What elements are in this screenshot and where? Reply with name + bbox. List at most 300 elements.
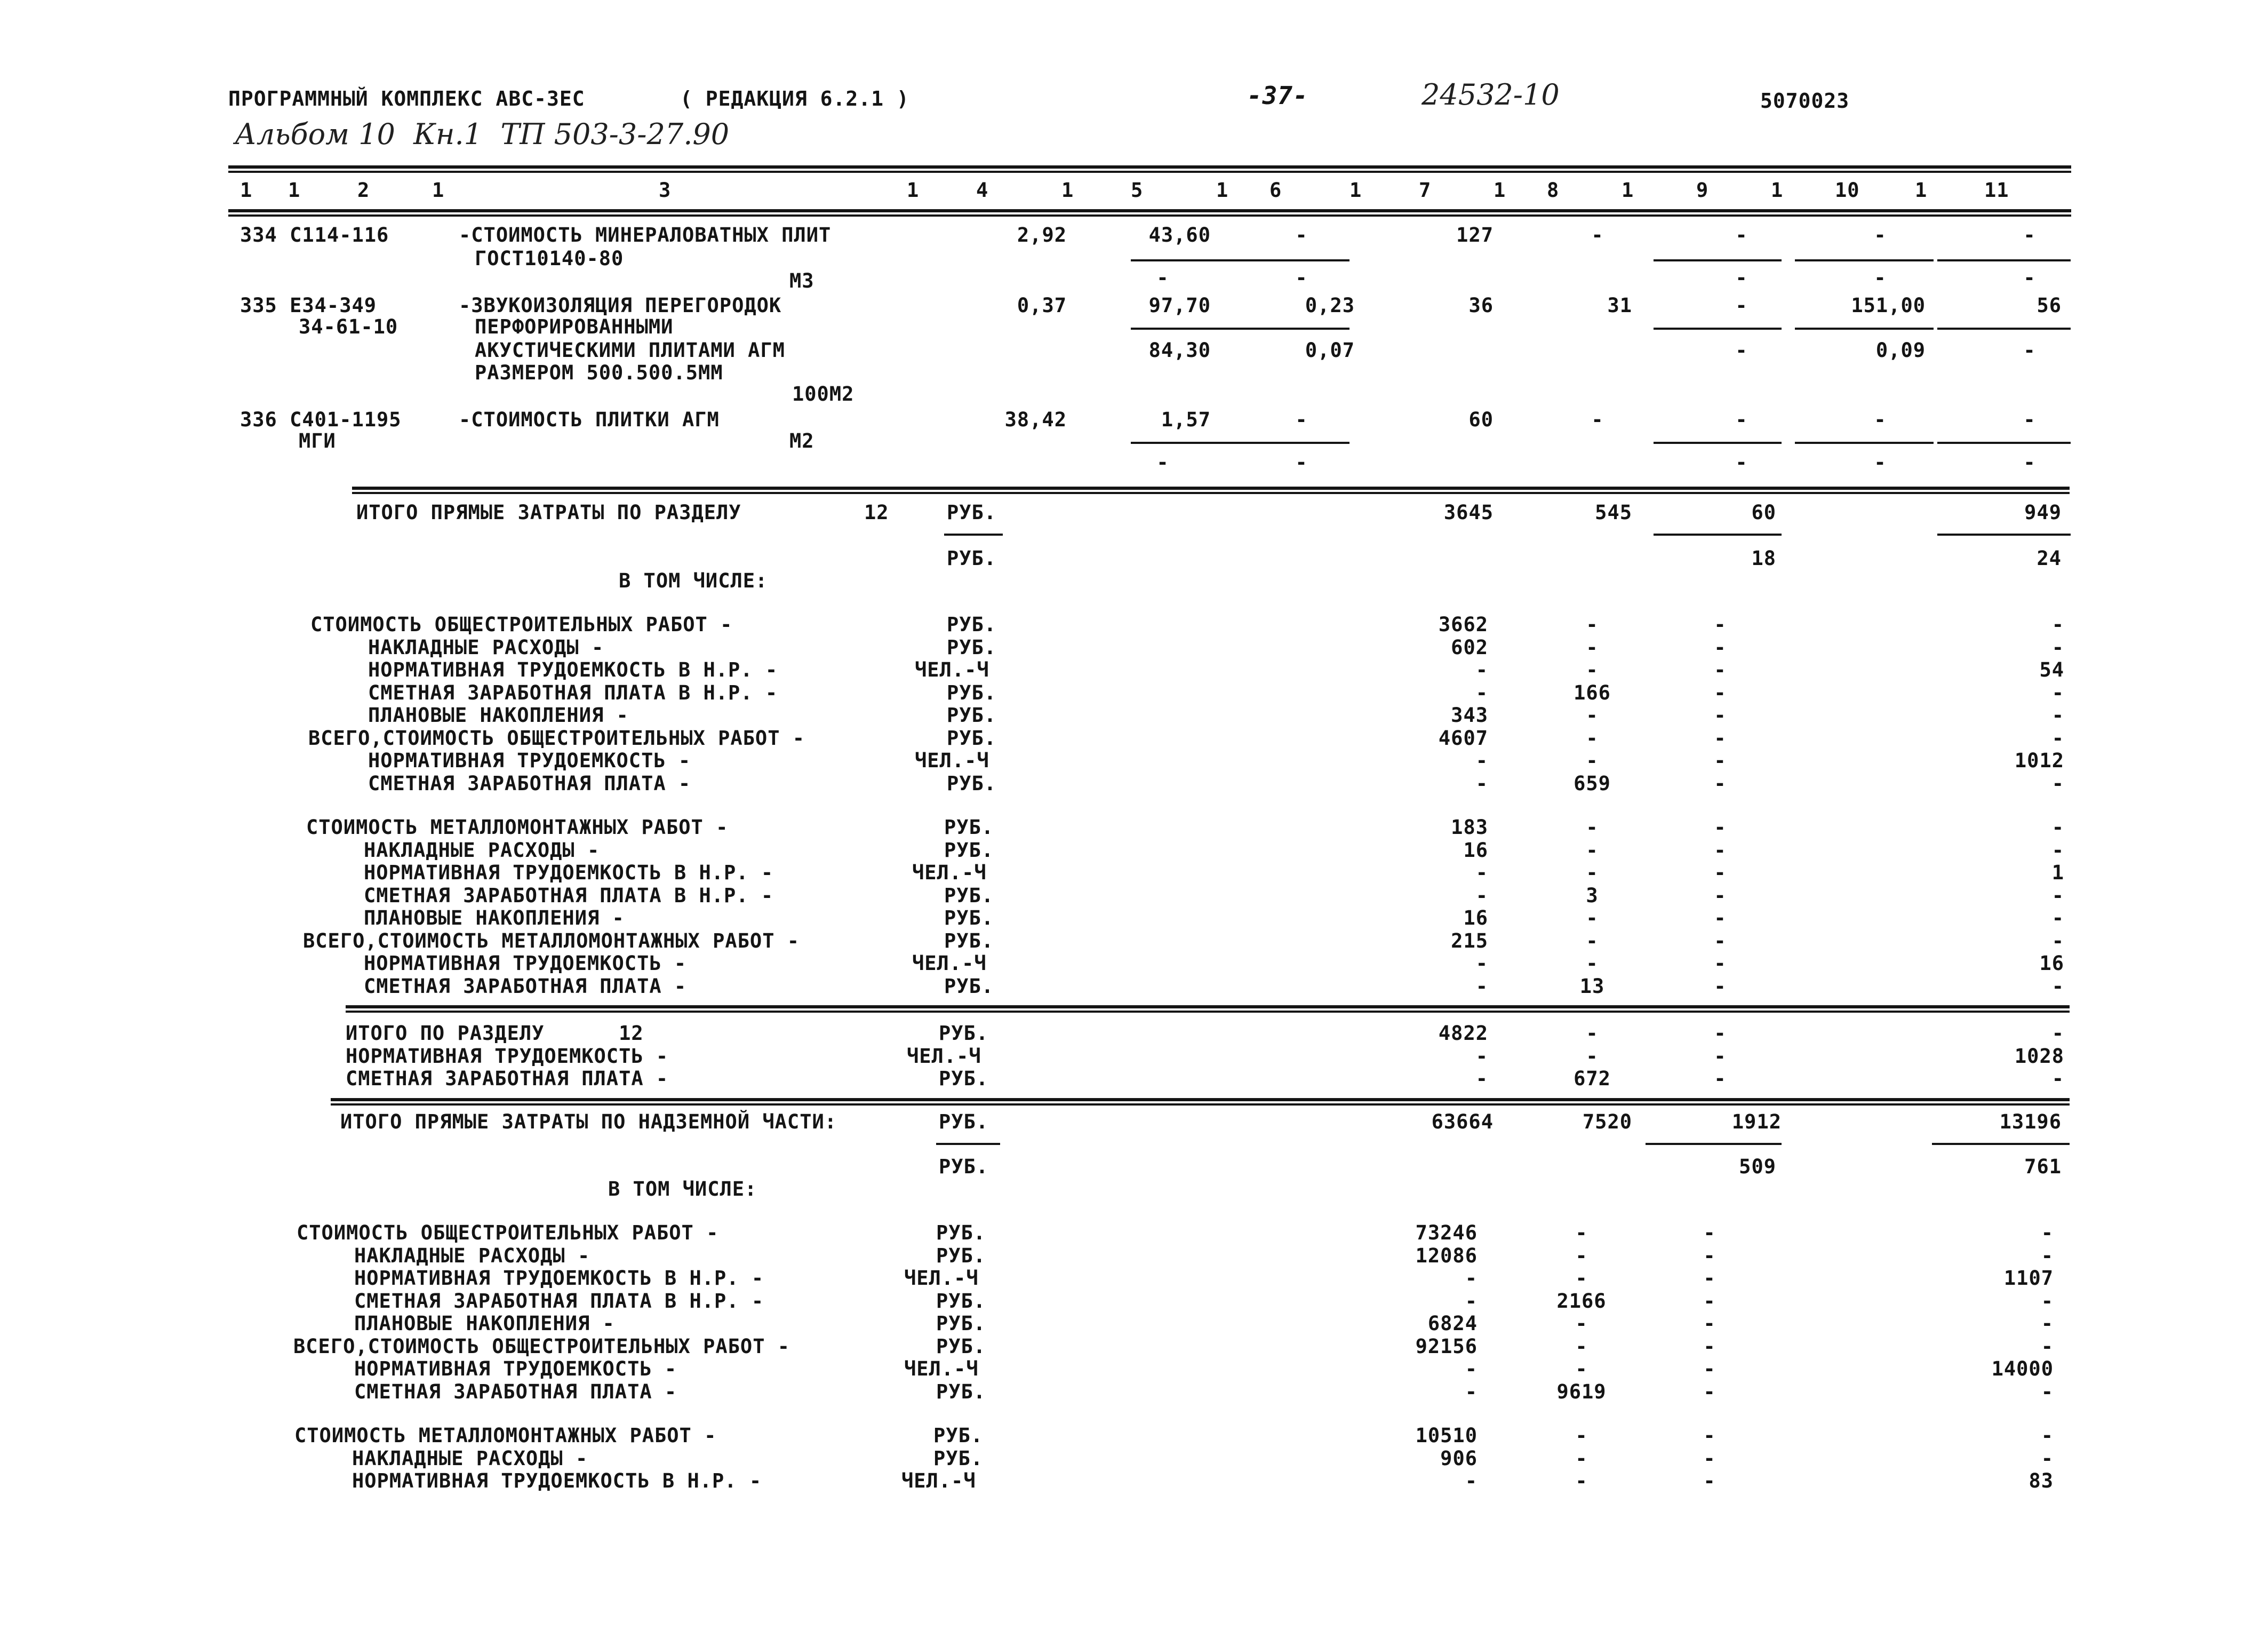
line-c11: - — [2051, 838, 2064, 862]
line-c11: - — [2041, 1424, 2054, 1447]
sub-rule — [1224, 259, 1349, 261]
line-c7: - — [1475, 681, 1488, 704]
column-header-number: 9 — [1696, 179, 1709, 202]
column-header-number: 1 — [907, 179, 920, 202]
line-c7: - — [1475, 861, 1488, 884]
line-c7: 16 — [1463, 838, 1488, 862]
line-c7: 6824 — [1427, 1312, 1478, 1335]
line-unit: РУБ. — [947, 635, 997, 659]
line-c7: - — [1465, 1357, 1478, 1380]
sub-rule — [944, 534, 1003, 536]
line-label: НОРМАТИВНАЯ ТРУДОЕМКОСТЬ В Н.Р. - — [364, 861, 774, 884]
document-id: 5070023 — [1760, 89, 1850, 113]
line-unit: РУБ. — [944, 907, 994, 929]
column-header-number: 3 — [659, 179, 672, 202]
column-header-number: 6 — [1269, 179, 1282, 202]
column-header-number: 1 — [240, 179, 253, 202]
subcell-c6: 0,07 — [1305, 339, 1355, 362]
cell-c11: - — [2023, 224, 2036, 247]
sub-rule — [1646, 1143, 1782, 1145]
total-c7: 3645 — [1443, 501, 1494, 524]
line-c9: - — [1703, 1334, 1716, 1358]
line-unit: РУБ. — [944, 929, 994, 952]
line-c8: 672 — [1574, 1067, 1611, 1090]
subcell-c9: - — [1735, 266, 1748, 289]
line-c7: 92156 — [1415, 1334, 1478, 1358]
line-c9: - — [1703, 1267, 1716, 1290]
subcell-c11: - — [2023, 339, 2036, 362]
line-c8: - — [1586, 816, 1599, 839]
cell-c7: 127 — [1456, 224, 1494, 247]
line-c11: - — [2041, 1221, 2054, 1244]
line-c8: - — [1586, 929, 1599, 952]
line-c8: - — [1586, 861, 1599, 884]
line-c8: - — [1586, 749, 1599, 772]
column-header-number: 1 — [432, 179, 445, 202]
line-c9: - — [1703, 1289, 1716, 1313]
line-c11: 83 — [2029, 1469, 2054, 1492]
line-label: ПЛАНОВЫЕ НАКОПЛЕНИЯ - — [368, 704, 629, 727]
sub-rule — [1937, 259, 2071, 261]
line-c9: - — [1714, 838, 1727, 862]
line-c8: - — [1575, 1334, 1588, 1358]
line-c11: - — [2051, 613, 2064, 636]
row-name: -СТОИМОСТЬ МИНЕРАЛОВАТНЫХ ПЛИТ — [459, 224, 832, 247]
column-header-number: 1 — [1915, 179, 1928, 202]
subcell-c5: - — [1156, 451, 1169, 474]
line-unit: ЧЕЛ.-Ч — [912, 861, 987, 884]
line-c11: - — [2051, 907, 2064, 929]
line-label: НОРМАТИВНАЯ ТРУДОЕМКОСТЬ - — [364, 952, 687, 975]
cell-c8: - — [1591, 408, 1604, 431]
sub-rule — [1224, 328, 1349, 330]
line-label: СМЕТНАЯ ЗАРАБОТНАЯ ПЛАТА - — [346, 1067, 669, 1090]
line-c7: 12086 — [1415, 1244, 1478, 1267]
line-c9: - — [1714, 749, 1727, 772]
column-header-number: 1 — [1771, 179, 1784, 202]
line-label: ПЛАНОВЫЕ НАКОПЛЕНИЯ - — [364, 907, 625, 929]
line-unit: ЧЕЛ.-Ч — [907, 1044, 981, 1068]
line-label: НАКЛАДНЫЕ РАСХОДЫ - — [368, 635, 604, 659]
line-c11: - — [2051, 1067, 2064, 1090]
sub-rule — [1937, 534, 2071, 536]
line-c11: 16 — [2039, 952, 2064, 975]
subcell-c9: - — [1735, 339, 1748, 362]
line-unit: ЧЕЛ.-Ч — [912, 952, 987, 975]
line-c11: - — [2051, 726, 2064, 750]
line-c9: - — [1714, 952, 1727, 975]
cell-c5: 1,57 — [1161, 408, 1211, 431]
column-header-number: 1 — [1349, 179, 1362, 202]
line-c7: - — [1465, 1267, 1478, 1290]
cell-c8: 31 — [1607, 294, 1632, 317]
line-label: НОРМАТИВНАЯ ТРУДОЕМКОСТЬ - — [354, 1357, 677, 1380]
line-label: ПЛАНОВЫЕ НАКОПЛЕНИЯ - — [354, 1312, 615, 1335]
line-c7: 215 — [1451, 929, 1488, 952]
line-c11: - — [2051, 681, 2064, 704]
edition-label: ( РЕДАКЦИЯ 6.2.1 ) — [680, 87, 909, 110]
line-unit: ЧЕЛ.-Ч — [915, 749, 989, 772]
line-c7: 183 — [1451, 816, 1488, 839]
line-label: СТОИМОСТЬ МЕТАЛЛОМОНТАЖНЫХ РАБОТ - — [294, 1424, 717, 1447]
line-c7: - — [1475, 974, 1488, 998]
line-c9: - — [1714, 635, 1727, 659]
line-unit: РУБ. — [944, 974, 994, 998]
cell-c5: 43,60 — [1148, 224, 1211, 247]
line-c11: 54 — [2039, 658, 2064, 681]
column-header-number: 7 — [1419, 179, 1432, 202]
sub-rule — [1654, 534, 1782, 536]
line-c9: - — [1703, 1312, 1716, 1335]
cell-c10: 151,00 — [1851, 294, 1926, 317]
column-header-number: 11 — [1984, 179, 2009, 202]
line-c7: - — [1465, 1289, 1478, 1313]
line-c9: - — [1714, 681, 1727, 704]
line-c9: - — [1703, 1469, 1716, 1492]
subcell-c6: - — [1295, 266, 1308, 289]
line-c11: - — [2041, 1380, 2054, 1403]
cell-c6: 0,23 — [1305, 294, 1355, 317]
sub-rule — [1131, 328, 1229, 330]
row-name-cont: АКУСТИЧЕСКИМИ ПЛИТАМИ АГМ — [475, 339, 785, 362]
line-c11: 1012 — [2014, 749, 2064, 772]
cell-c5: 97,70 — [1148, 294, 1211, 317]
sub-rule — [1654, 442, 1782, 444]
line-c8: - — [1575, 1469, 1588, 1492]
line-label: НАКЛАДНЫЕ РАСХОДЫ - — [352, 1446, 588, 1470]
line-unit: РУБ. — [944, 838, 994, 862]
line-c8: - — [1586, 952, 1599, 975]
line-c11: - — [2051, 635, 2064, 659]
subcell-c9: - — [1735, 451, 1748, 474]
line-c11: 1107 — [2003, 1267, 2054, 1290]
line-unit: РУБ. — [933, 1446, 984, 1470]
total-unit-2: РУБ. — [947, 547, 997, 570]
column-header-number: 1 — [1494, 179, 1506, 202]
album-reference: Альбом 10 Кн.1 ТП 503-3-27.90 — [235, 117, 730, 151]
line-label: НОРМАТИВНАЯ ТРУДОЕМКОСТЬ В Н.Р. - — [368, 658, 778, 681]
line-c8: - — [1586, 1022, 1599, 1045]
total-section-number: 12 — [864, 501, 889, 524]
table-top-rule — [228, 165, 2071, 173]
total-unit: РУБ. — [947, 501, 997, 524]
line-c11: - — [2051, 772, 2064, 795]
page-number: -37- — [1247, 81, 1308, 110]
sub-rule — [1224, 442, 1349, 444]
line-c9: - — [1703, 1244, 1716, 1267]
line-c8: 2166 — [1556, 1289, 1607, 1313]
line-c8: - — [1575, 1424, 1588, 1447]
line-c7: - — [1475, 1067, 1488, 1090]
line-c9: - — [1714, 907, 1727, 929]
line-label: НАКЛАДНЫЕ РАСХОДЫ - — [354, 1244, 590, 1267]
line-label: ВСЕГО,СТОИМОСТЬ ОБЩЕСТРОИТЕЛЬНЫХ РАБОТ - — [293, 1334, 790, 1358]
sub-rule — [1795, 259, 1934, 261]
line-unit: РУБ. — [944, 816, 994, 839]
sub-rule — [1131, 442, 1229, 444]
line-unit: РУБ. — [947, 704, 997, 727]
cell-c11: - — [2023, 408, 2036, 431]
row-name: -СТОИМОСТЬ ПЛИТКИ АГМ — [459, 408, 720, 431]
total-title: ИТОГО ПРЯМЫЕ ЗАТРАТЫ ПО РАЗДЕЛУ — [356, 501, 741, 524]
line-label: ВСЕГО,СТОИМОСТЬ ОБЩЕСТРОИТЕЛЬНЫХ РАБОТ - — [308, 726, 805, 750]
line-unit: РУБ. — [933, 1424, 984, 1447]
line-label: СТОИМОСТЬ МЕТАЛЛОМОНТАЖНЫХ РАБОТ - — [306, 816, 729, 839]
line-c11: - — [2051, 974, 2064, 998]
line-c7: - — [1465, 1469, 1478, 1492]
line-label: СТОИМОСТЬ ОБЩЕСТРОИТЕЛЬНЫХ РАБОТ - — [297, 1221, 719, 1244]
row-code-cont: 34-61-10 — [299, 315, 398, 338]
line-c11: 14000 — [1991, 1357, 2054, 1380]
line-label: ИТОГО ПО РАЗДЕЛУ 12 — [346, 1022, 644, 1045]
line-unit: РУБ. — [936, 1380, 986, 1403]
subcell-c5: - — [1156, 266, 1169, 289]
line-label: СМЕТНАЯ ЗАРАБОТНАЯ ПЛАТА В Н.Р. - — [368, 681, 778, 704]
cell-c10: - — [1874, 224, 1887, 247]
total-s9: 18 — [1751, 547, 1776, 570]
line-unit: РУБ. — [947, 772, 997, 795]
cell-c6: - — [1295, 224, 1308, 247]
sub-rule — [1795, 328, 1934, 330]
line-c8: - — [1586, 726, 1599, 750]
sub-rule — [1937, 442, 2071, 444]
line-unit: РУБ. — [947, 681, 997, 704]
above-ground-c9: 1912 — [1731, 1110, 1782, 1133]
line-c11: - — [2051, 884, 2064, 907]
line-c8: - — [1575, 1267, 1588, 1290]
line-c7: - — [1475, 1044, 1488, 1068]
line-unit: РУБ. — [936, 1244, 986, 1267]
subcell-c6: - — [1295, 451, 1308, 474]
sub-rule — [1654, 328, 1782, 330]
subcell-c5: 84,30 — [1148, 339, 1211, 362]
line-c8: - — [1586, 613, 1599, 636]
subcell-c10: - — [1874, 451, 1887, 474]
line-c8: 3 — [1586, 884, 1599, 907]
line-c7: 73246 — [1415, 1221, 1478, 1244]
column-header-number: 1 — [288, 179, 301, 202]
line-unit: РУБ. — [936, 1334, 986, 1358]
line-label: НОРМАТИВНАЯ ТРУДОЕМКОСТЬ - — [368, 749, 691, 772]
line-c8: 9619 — [1556, 1380, 1607, 1403]
above-ground-c11: 13196 — [1999, 1110, 2062, 1133]
line-unit: ЧЕЛ.-Ч — [901, 1469, 976, 1492]
line-c8: - — [1586, 838, 1599, 862]
line-unit: РУБ. — [939, 1067, 989, 1090]
line-c9: - — [1714, 704, 1727, 727]
line-c7: 4822 — [1438, 1022, 1488, 1045]
column-header-number: 10 — [1835, 179, 1860, 202]
above-ground-unit-2: РУБ. — [939, 1155, 989, 1178]
line-unit: РУБ. — [944, 884, 994, 907]
above-ground-c8: 7520 — [1582, 1110, 1632, 1133]
line-c8: - — [1575, 1446, 1588, 1470]
line-c9: - — [1714, 1044, 1727, 1068]
line-label: СМЕТНАЯ ЗАРАБОТНАЯ ПЛАТА - — [368, 772, 691, 795]
line-c9: - — [1714, 1022, 1727, 1045]
above-ground-s9: 509 — [1739, 1155, 1776, 1178]
line-c8: - — [1586, 704, 1599, 727]
line-c7: 10510 — [1415, 1424, 1478, 1447]
cell-c8: - — [1591, 224, 1604, 247]
subcell-c11: - — [2023, 451, 2036, 474]
sub-rule — [1654, 259, 1782, 261]
column-header-number: 1 — [1622, 179, 1634, 202]
cell-c11: 56 — [2037, 294, 2062, 317]
column-header-number: 1 — [1216, 179, 1229, 202]
line-c7: - — [1475, 884, 1488, 907]
line-c8: - — [1575, 1312, 1588, 1335]
line-c7: - — [1465, 1380, 1478, 1403]
line-c9: - — [1703, 1424, 1716, 1447]
above-ground-s11: 761 — [2024, 1155, 2062, 1178]
line-c7: 4607 — [1438, 726, 1488, 750]
column-header-number: 5 — [1131, 179, 1144, 202]
line-c7: 906 — [1440, 1446, 1478, 1470]
line-unit: РУБ. — [936, 1312, 986, 1335]
line-c11: - — [2041, 1244, 2054, 1267]
line-c11: - — [2051, 816, 2064, 839]
sub-rule — [936, 1143, 1000, 1145]
cell-c9: - — [1735, 224, 1748, 247]
line-c9: - — [1714, 861, 1727, 884]
total-c9: 60 — [1751, 501, 1776, 524]
row-name: -ЗВУКОИЗОЛЯЦИЯ ПЕРЕГОРОДОК — [459, 294, 782, 317]
column-header-number: 2 — [357, 179, 370, 202]
line-c11: - — [2041, 1312, 2054, 1335]
cell-c4: 0,37 — [1017, 294, 1067, 317]
sub-rule — [1131, 259, 1229, 261]
above-ground-title: ИТОГО ПРЯМЫЕ ЗАТРАТЫ ПО НАДЗЕМНОЙ ЧАСТИ: — [340, 1110, 837, 1133]
column-header-number: 8 — [1547, 179, 1560, 202]
row-name-cont: ГОСТ10140-80 — [475, 247, 624, 270]
line-unit: РУБ. — [936, 1221, 986, 1244]
line-unit: РУБ. — [947, 726, 997, 750]
line-c7: 16 — [1463, 907, 1488, 929]
line-c9: - — [1703, 1357, 1716, 1380]
line-c9: - — [1714, 726, 1727, 750]
line-c9: - — [1714, 974, 1727, 998]
including-label: В ТОМ ЧИСЛЕ: — [608, 1178, 757, 1200]
line-c9: - — [1714, 816, 1727, 839]
cell-c9: - — [1735, 294, 1748, 317]
line-c11: - — [2051, 929, 2064, 952]
line-c9: - — [1703, 1446, 1716, 1470]
line-c7: 602 — [1451, 635, 1488, 659]
header-bottom-rule — [228, 209, 2071, 217]
line-label: НОРМАТИВНАЯ ТРУДОЕМКОСТЬ - — [346, 1044, 669, 1068]
line-unit: ЧЕЛ.-Ч — [904, 1267, 979, 1290]
sub-rule — [1932, 1143, 2070, 1145]
subcell-c10: - — [1874, 266, 1887, 289]
line-unit: ЧЕЛ.-Ч — [904, 1357, 979, 1380]
line-unit: РУБ. — [936, 1289, 986, 1313]
line-c9: - — [1714, 884, 1727, 907]
cell-c4: 2,92 — [1017, 224, 1067, 247]
line-c11: - — [2051, 1022, 2064, 1045]
line-c8: - — [1586, 907, 1599, 929]
line-c9: - — [1714, 1067, 1727, 1090]
line-c8: 166 — [1574, 681, 1611, 704]
line-label: СМЕТНАЯ ЗАРАБОТНАЯ ПЛАТА - — [364, 974, 687, 998]
above-ground-rule — [331, 1098, 2070, 1106]
line-label: СТОИМОСТЬ ОБЩЕСТРОИТЕЛЬНЫХ РАБОТ - — [310, 613, 733, 636]
section-total-rule — [346, 1005, 2070, 1013]
line-c8: - — [1575, 1221, 1588, 1244]
row-name-cont: ПЕРФОРИРОВАННЫМИ — [475, 315, 674, 338]
row-code-cont: МГИ — [299, 430, 336, 452]
line-c8: - — [1586, 1044, 1599, 1068]
line-c11: 1 — [2051, 861, 2064, 884]
line-c11: - — [2051, 704, 2064, 727]
line-c9: - — [1714, 658, 1727, 681]
totals-rule — [352, 487, 2070, 494]
line-c7: 3662 — [1438, 613, 1488, 636]
line-c7: 343 — [1451, 704, 1488, 727]
line-label: СМЕТНАЯ ЗАРАБОТНАЯ ПЛАТА - — [354, 1380, 677, 1403]
subcell-c10: 0,09 — [1875, 339, 1926, 362]
subcell-c11: - — [2023, 266, 2036, 289]
line-c9: - — [1703, 1380, 1716, 1403]
line-label: СМЕТНАЯ ЗАРАБОТНАЯ ПЛАТА В Н.Р. - — [364, 884, 774, 907]
line-c8: - — [1586, 658, 1599, 681]
column-header-number: 4 — [976, 179, 989, 202]
line-label: НАКЛАДНЫЕ РАСХОДЫ - — [364, 838, 600, 862]
line-label: НОРМАТИВНАЯ ТРУДОЕМКОСТЬ В Н.Р. - — [354, 1267, 764, 1290]
total-s11: 24 — [2037, 547, 2062, 570]
line-c9: - — [1703, 1221, 1716, 1244]
row-unit: 100М2 — [792, 383, 855, 405]
line-c8: 659 — [1574, 772, 1611, 795]
total-c11: 949 — [2024, 501, 2062, 524]
column-header-number: 1 — [1061, 179, 1074, 202]
total-c8: 545 — [1595, 501, 1632, 524]
cell-c7: 60 — [1468, 408, 1494, 431]
line-c9: - — [1714, 772, 1727, 795]
cell-c10: - — [1874, 408, 1887, 431]
line-c8: - — [1575, 1357, 1588, 1380]
program-name: ПРОГРАММНЫЙ КОМПЛЕКС АВС-ЗЕС — [228, 87, 585, 110]
document-code: 24532-10 — [1422, 78, 1560, 112]
line-c11: - — [2041, 1289, 2054, 1313]
row-code: 336 С401-1195 — [240, 408, 402, 431]
row-unit: М2 — [789, 430, 814, 452]
row-unit: М3 — [789, 269, 814, 292]
line-unit: ЧЕЛ.-Ч — [915, 658, 989, 681]
cell-c9: - — [1735, 408, 1748, 431]
line-c11: 1028 — [2014, 1044, 2064, 1068]
line-unit: РУБ. — [939, 1022, 989, 1045]
row-code: 334 С114-116 — [240, 224, 389, 247]
row-code: 335 Е34-349 — [240, 294, 377, 317]
line-c8: 13 — [1579, 974, 1605, 998]
line-label: НОРМАТИВНАЯ ТРУДОЕМКОСТЬ В Н.Р. - — [352, 1469, 762, 1492]
cell-c6: - — [1295, 408, 1308, 431]
above-ground-c7: 63664 — [1431, 1110, 1494, 1133]
sub-rule — [1937, 328, 2071, 330]
line-c8: - — [1586, 635, 1599, 659]
line-c11: - — [2041, 1446, 2054, 1470]
above-ground-unit: РУБ. — [939, 1110, 989, 1133]
row-name-cont: РАЗМЕРОМ 500.500.5ММ — [475, 361, 723, 384]
line-c9: - — [1714, 613, 1727, 636]
line-label: СМЕТНАЯ ЗАРАБОТНАЯ ПЛАТА В Н.Р. - — [354, 1289, 764, 1313]
line-c7: - — [1475, 952, 1488, 975]
line-c7: - — [1475, 658, 1488, 681]
line-unit: РУБ. — [947, 613, 997, 636]
line-c7: - — [1475, 749, 1488, 772]
line-c9: - — [1714, 929, 1727, 952]
